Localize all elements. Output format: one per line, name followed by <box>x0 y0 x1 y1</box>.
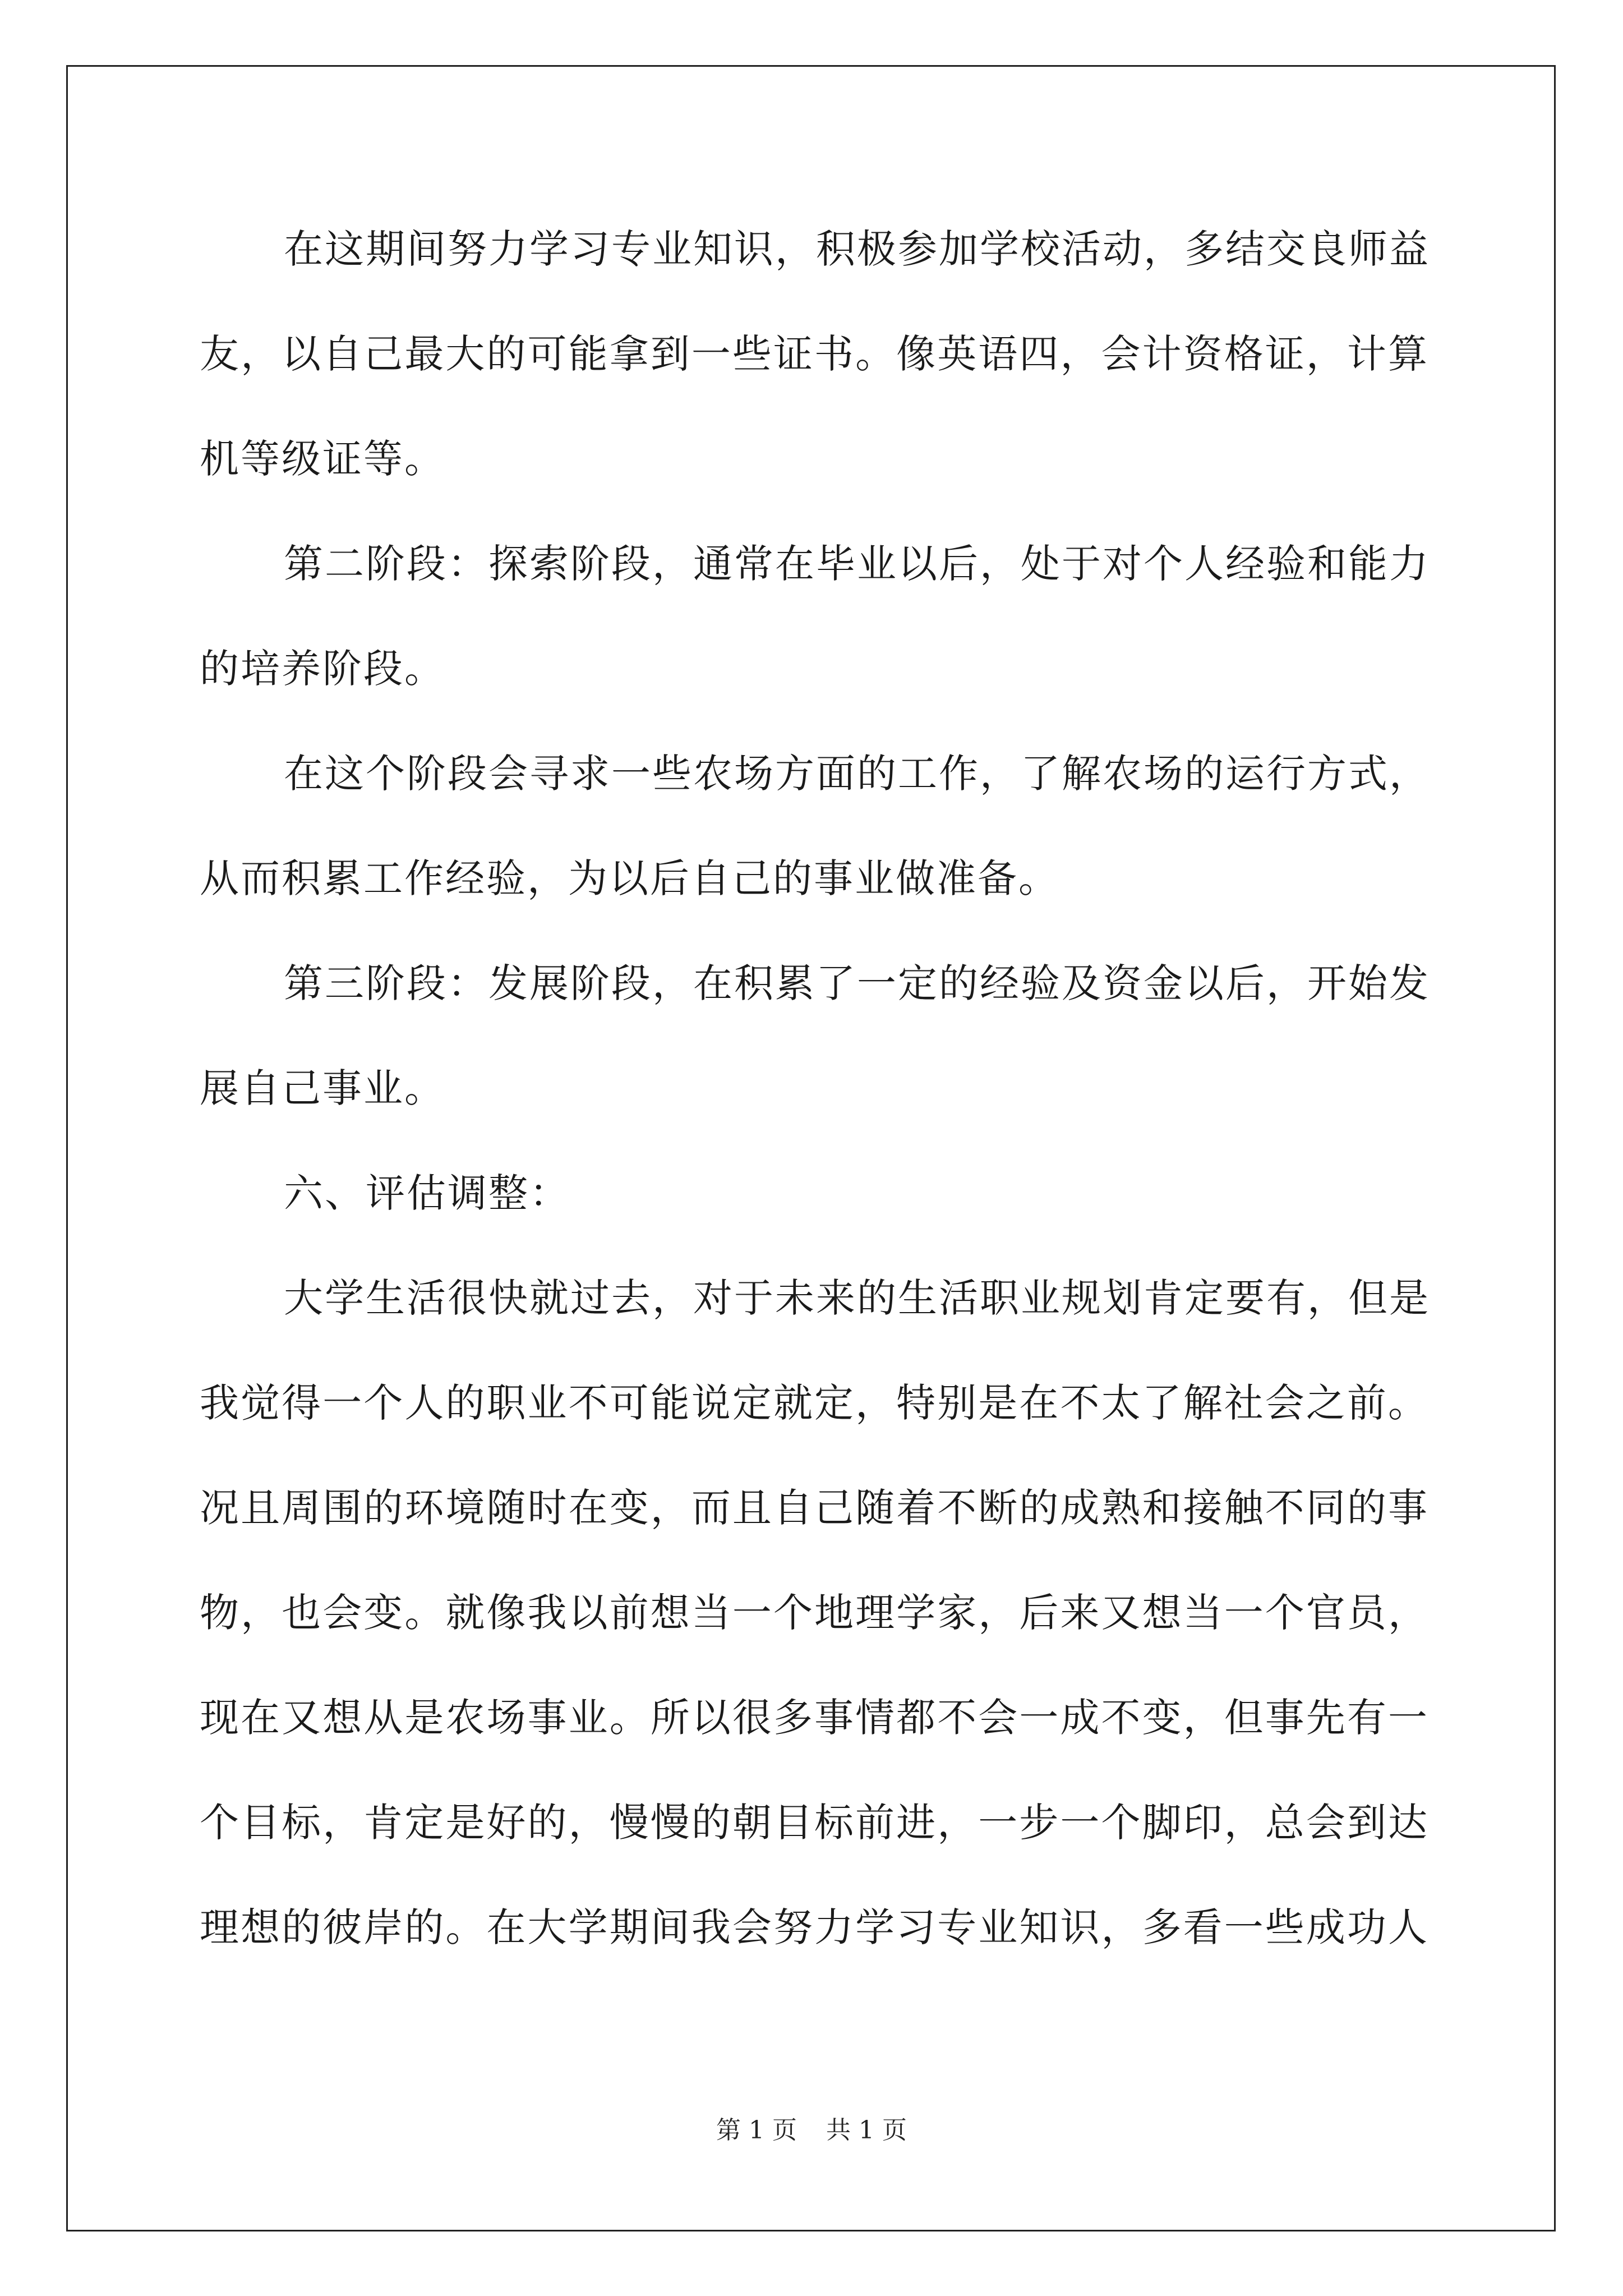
text-line: 第三阶段：发展阶段，在积累了一定的经验及资金以后，开始发 <box>284 960 1430 1006</box>
text-line: 的培养阶段。 <box>200 646 445 692</box>
text-line: 个目标，肯定是好的，慢慢的朝目标前进，一步一个脚印，总会到达 <box>200 1800 1429 1846</box>
text-line: 现在又想从是农场事业。所以很多事情都不会一成不变，但事先有一 <box>200 1695 1429 1741</box>
text-line: 况且周围的环境随时在变，而且自己随着不断的成熟和接触不同的事 <box>200 1485 1429 1531</box>
text-line: 第二阶段：探索阶段，通常在毕业以后，处于对个人经验和能力 <box>284 541 1430 587</box>
text-line: 展自己事业。 <box>200 1065 445 1111</box>
page-total: 共 1 页 <box>826 2116 907 2145</box>
text-line: 物，也会变。就像我以前想当一个地理学家，后来又想当一个官员， <box>200 1590 1429 1636</box>
text-line: 在这期间努力学习专业知识，积极参加学校活动，多结交良师益 <box>284 226 1430 272</box>
text-line: 在这个阶段会寻求一些农场方面的工作，了解农场的运行方式， <box>284 751 1430 797</box>
text-line: 我觉得一个人的职业不可能说定就定，特别是在不太了解社会之前。 <box>200 1380 1429 1426</box>
section-heading: 六、评估调整： <box>284 1170 570 1216</box>
text-line: 友，以自己最大的可能拿到一些证书。像英语四，会计资格证，计算 <box>200 331 1429 377</box>
text-line: 理想的彼岸的。在大学期间我会努力学习专业知识，多看一些成功人 <box>200 1904 1429 1950</box>
page-footer <box>0 2114 1623 2147</box>
page-number: 第 1 页 <box>716 2116 797 2145</box>
text-line: 从而积累工作经验，为以后自己的事业做准备。 <box>200 855 1059 901</box>
text-line: 机等级证等。 <box>200 436 445 482</box>
text-line: 大学生活很快就过去，对于未来的生活职业规划肯定要有，但是 <box>284 1275 1430 1321</box>
